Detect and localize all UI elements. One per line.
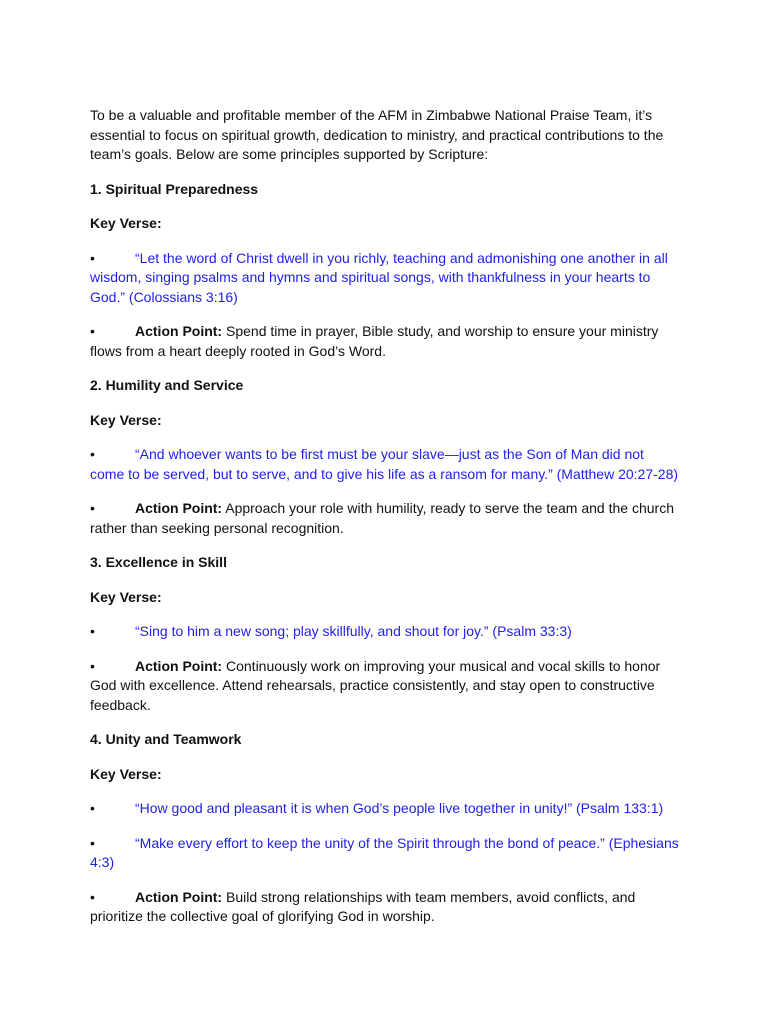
- bullet-marker: •: [90, 888, 95, 905]
- action-point-text: Approach your role with humility, ready to serve the team and the church rather than seeking personal recognition.: [90, 500, 674, 536]
- action-point-label: Action Point:: [135, 657, 223, 674]
- bullet-marker: •: [90, 249, 95, 266]
- bullet-marker: •: [90, 500, 95, 516]
- document-body: [90, 106, 680, 942]
- verse-bullet: [90, 799, 680, 819]
- key-verse-label: Key Verse:: [90, 588, 162, 605]
- action-point-text: Continuously work on improving your musical and vocal skills to honor God with excellence. Attend rehearsals, practice consistently, and stay open to constructive feedback.: [90, 657, 661, 713]
- section-1: [90, 180, 680, 362]
- verse-text: “Sing to him a new song; play skillfully, and shout for joy.” (Psalm 33:3): [135, 623, 572, 639]
- action-point-label: Action Point:: [135, 888, 223, 905]
- bullet-marker: •: [90, 657, 95, 674]
- verse-bullet: [90, 834, 680, 873]
- verse-bullet: [90, 622, 680, 642]
- section-heading: 3. Excellence in Skill: [90, 554, 227, 570]
- action-point-bullet: [90, 657, 680, 716]
- verse-text: “Let the word of Christ dwell in you richly, teaching and admonishing one another in all wisdom, singing psalms and hymns and spiritual songs, with thankfulness in your hearts to God.” (Colossians 3:16): [90, 249, 668, 305]
- bullet-marker: •: [90, 800, 95, 816]
- action-point-label: Action Point:: [135, 323, 223, 339]
- action-point-bullet: [90, 888, 680, 927]
- sections-container: [90, 180, 680, 927]
- intro-paragraph: To be a valuable and profitable member of the AFM in Zimbabwe National Praise Team, it’s essential to focus on spiritual growth, dedication to ministry, and practical contributions to the team’s goals. Below are some principles supported by Scripture:: [90, 107, 664, 162]
- verse-text: “Make every effort to keep the unity of the Spirit through the bond of peace.” (Ephesians 4:3): [90, 834, 679, 870]
- section-3: [90, 553, 680, 715]
- section-heading: 2. Humility and Service: [90, 377, 244, 393]
- key-verse-label: Key Verse:: [90, 215, 162, 231]
- verse-text: “How good and pleasant it is when God’s people live together in unity!” (Psalm 133:1): [135, 800, 664, 816]
- key-verse-label: Key Verse:: [90, 411, 162, 428]
- section-heading: 1. Spiritual Preparedness: [90, 180, 259, 197]
- bullet-marker: •: [90, 623, 95, 639]
- verse-bullet: [90, 445, 680, 484]
- section-4: [90, 730, 680, 927]
- verse-bullet: [90, 249, 680, 308]
- bullet-marker: •: [90, 323, 95, 339]
- action-point-bullet: [90, 499, 680, 538]
- verse-text: “And whoever wants to be first must be your slave—just as the Son of Man did not come to be served, but to serve, and to give his life as a ransom for many.” (Matthew 20:27-28): [90, 446, 679, 482]
- section-2: [90, 376, 680, 538]
- key-verse-label: Key Verse:: [90, 765, 162, 782]
- action-point-bullet: [90, 322, 680, 361]
- bullet-marker: •: [90, 446, 95, 462]
- action-point-text: Spend time in prayer, Bible study, and worship to ensure your ministry flows from a heart deeply rooted in God’s Word.: [90, 323, 659, 359]
- bullet-marker: •: [90, 834, 95, 851]
- action-point-label: Action Point:: [135, 500, 223, 516]
- action-point-text: Build strong relationships with team members, avoid conflicts, and prioritize the collective goal of glorifying God in worship.: [90, 888, 636, 924]
- section-heading: 4. Unity and Teamwork: [90, 731, 242, 747]
